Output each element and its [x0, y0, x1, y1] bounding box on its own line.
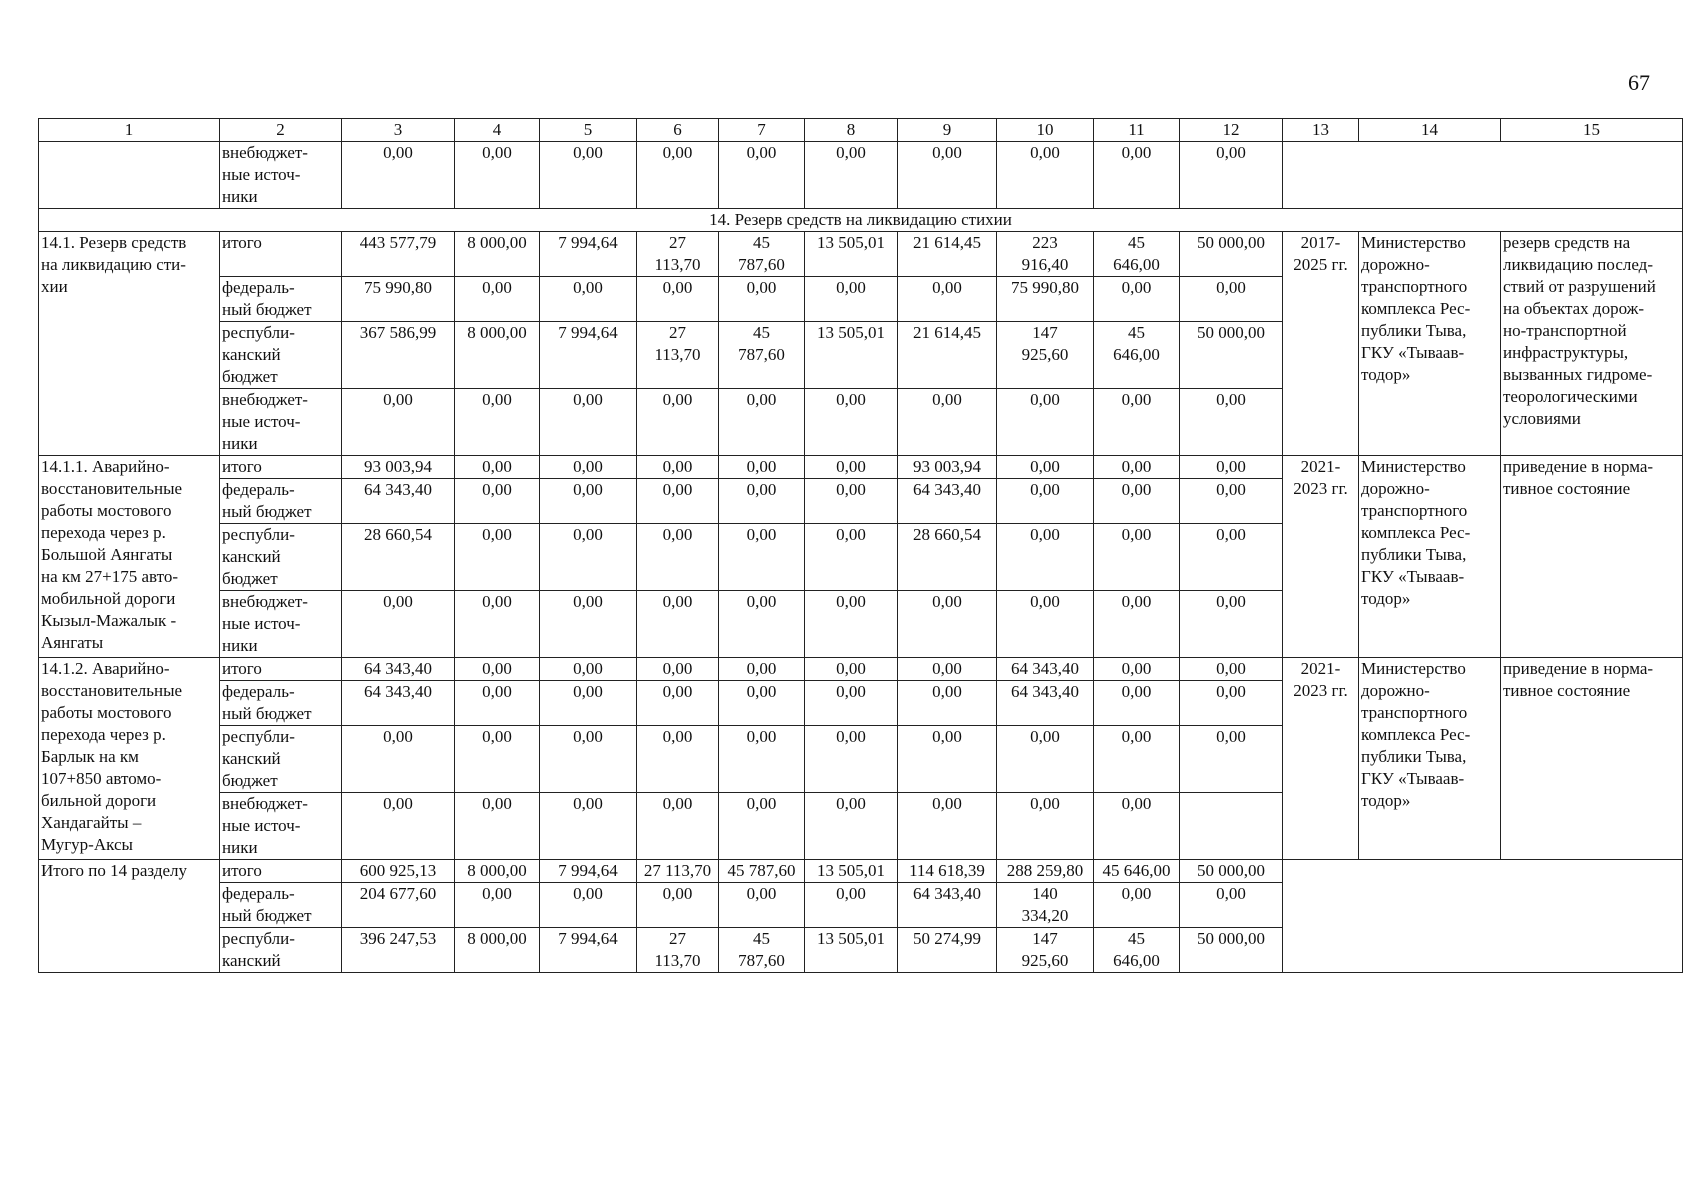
- value-cell: 0,00: [898, 591, 997, 658]
- funding-source-cell: федераль- ный бюджет: [220, 277, 342, 322]
- value-cell: 0,00: [1180, 658, 1283, 681]
- empty-cell: [1283, 142, 1683, 209]
- value-cell: 147 925,60: [997, 322, 1094, 389]
- value-cell: 13 505,01: [805, 322, 898, 389]
- value-cell: 0,00: [997, 479, 1094, 524]
- value-cell: 0,00: [805, 479, 898, 524]
- executor-cell: Министерство дорожно- транспортного комплекса Рес- публики Тыва, ГКУ «Тываав- тодор»: [1359, 232, 1501, 456]
- value-cell: 64 343,40: [997, 681, 1094, 726]
- value-cell: 0,00: [540, 524, 637, 591]
- table-row: [39, 232, 1683, 277]
- value-cell: 0,00: [1094, 793, 1180, 860]
- value-cell: 0,00: [719, 277, 805, 322]
- value-cell: 64 343,40: [342, 479, 455, 524]
- funding-source-cell: республи- канский бюджет: [220, 322, 342, 389]
- empty-cell: [1283, 860, 1683, 973]
- value-cell: 0,00: [1094, 883, 1180, 928]
- measure-name-cell: Итого по 14 разделу: [39, 860, 220, 973]
- value-cell: 0,00: [637, 591, 719, 658]
- value-cell: 13 505,01: [805, 928, 898, 973]
- value-cell: 0,00: [637, 479, 719, 524]
- value-cell: 45 787,60: [719, 322, 805, 389]
- value-cell: 0,00: [1180, 479, 1283, 524]
- value-cell: 0,00: [455, 658, 540, 681]
- value-cell: 0,00: [1180, 591, 1283, 658]
- value-cell: 45 787,60: [719, 232, 805, 277]
- value-cell: 0,00: [898, 726, 997, 793]
- value-cell: 0,00: [540, 479, 637, 524]
- column-number: 3: [342, 119, 455, 142]
- value-cell: 27 113,70: [637, 322, 719, 389]
- value-cell: 204 677,60: [342, 883, 455, 928]
- value-cell: 0,00: [455, 681, 540, 726]
- value-cell: 0,00: [805, 726, 898, 793]
- value-cell: 93 003,94: [342, 456, 455, 479]
- value-cell: 8 000,00: [455, 928, 540, 973]
- value-cell: 21 614,45: [898, 232, 997, 277]
- value-cell: 0,00: [540, 591, 637, 658]
- value-cell: 0,00: [540, 793, 637, 860]
- value-cell: 0,00: [1180, 524, 1283, 591]
- value-cell: 8 000,00: [455, 860, 540, 883]
- column-number: 9: [898, 119, 997, 142]
- value-cell: 0,00: [540, 883, 637, 928]
- measure-name-cell: 14.1.1. Аварийно- восстановительные работы мостового перехода через р. Большой Аянгаты на км 27+175 авто- мобильной дороги Кызыл-Мажалык - Аянгаты: [39, 456, 220, 658]
- value-cell: 0,00: [805, 658, 898, 681]
- value-cell: 223 916,40: [997, 232, 1094, 277]
- value-cell: 0,00: [805, 456, 898, 479]
- value-cell: 0,00: [898, 389, 997, 456]
- value-cell: 0,00: [719, 479, 805, 524]
- value-cell: 28 660,54: [898, 524, 997, 591]
- value-cell: 0,00: [342, 793, 455, 860]
- value-cell: 0,00: [540, 142, 637, 209]
- funding-source-cell: итого: [220, 456, 342, 479]
- value-cell: 13 505,01: [805, 232, 898, 277]
- value-cell: 600 925,13: [342, 860, 455, 883]
- table-row: [39, 658, 1683, 681]
- value-cell: 0,00: [1094, 524, 1180, 591]
- value-cell: 64 343,40: [342, 681, 455, 726]
- value-cell: 64 343,40: [898, 883, 997, 928]
- value-cell: 0,00: [637, 793, 719, 860]
- value-cell: 0,00: [1094, 456, 1180, 479]
- value-cell: [1180, 793, 1283, 860]
- value-cell: 0,00: [805, 389, 898, 456]
- value-cell: 0,00: [1094, 591, 1180, 658]
- value-cell: 0,00: [455, 389, 540, 456]
- column-number: 10: [997, 119, 1094, 142]
- funding-source-cell: федераль- ный бюджет: [220, 479, 342, 524]
- value-cell: 0,00: [637, 277, 719, 322]
- value-cell: 0,00: [719, 142, 805, 209]
- value-cell: 0,00: [719, 793, 805, 860]
- table-row: [39, 456, 1683, 479]
- budget-table: [38, 118, 1683, 973]
- value-cell: 8 000,00: [455, 322, 540, 389]
- funding-source-cell: внебюджет- ные источ- ники: [220, 142, 342, 209]
- value-cell: 0,00: [637, 658, 719, 681]
- section-title-row: [39, 209, 1683, 232]
- value-cell: 0,00: [1094, 681, 1180, 726]
- value-cell: 0,00: [805, 591, 898, 658]
- value-cell: 0,00: [1180, 456, 1283, 479]
- value-cell: 0,00: [637, 142, 719, 209]
- value-cell: 0,00: [637, 389, 719, 456]
- column-number: 4: [455, 119, 540, 142]
- value-cell: 0,00: [719, 681, 805, 726]
- column-number: 13: [1283, 119, 1359, 142]
- value-cell: 0,00: [455, 726, 540, 793]
- value-cell: 0,00: [997, 793, 1094, 860]
- executor-cell: Министерство дорожно- транспортного комплекса Рес- публики Тыва, ГКУ «Тываав- тодор»: [1359, 456, 1501, 658]
- value-cell: 93 003,94: [898, 456, 997, 479]
- value-cell: 0,00: [540, 658, 637, 681]
- value-cell: 0,00: [637, 883, 719, 928]
- value-cell: 0,00: [997, 591, 1094, 658]
- funding-source-cell: итого: [220, 658, 342, 681]
- value-cell: 0,00: [1180, 142, 1283, 209]
- funding-source-cell: внебюджет- ные источ- ники: [220, 389, 342, 456]
- value-cell: 0,00: [455, 591, 540, 658]
- value-cell: 7 994,64: [540, 928, 637, 973]
- value-cell: 0,00: [455, 142, 540, 209]
- value-cell: 0,00: [1094, 277, 1180, 322]
- value-cell: 50 274,99: [898, 928, 997, 973]
- value-cell: 288 259,80: [997, 860, 1094, 883]
- value-cell: 8 000,00: [455, 232, 540, 277]
- value-cell: 45 646,00: [1094, 232, 1180, 277]
- funding-source-cell: федераль- ный бюджет: [220, 883, 342, 928]
- value-cell: 21 614,45: [898, 322, 997, 389]
- value-cell: 27 113,70: [637, 232, 719, 277]
- value-cell: 0,00: [997, 389, 1094, 456]
- value-cell: 0,00: [540, 389, 637, 456]
- value-cell: 0,00: [997, 524, 1094, 591]
- value-cell: 0,00: [455, 456, 540, 479]
- value-cell: 7 994,64: [540, 232, 637, 277]
- column-number: 7: [719, 119, 805, 142]
- value-cell: 64 343,40: [342, 658, 455, 681]
- value-cell: 0,00: [540, 726, 637, 793]
- value-cell: 0,00: [719, 726, 805, 793]
- value-cell: 0,00: [719, 883, 805, 928]
- value-cell: 140 334,20: [997, 883, 1094, 928]
- value-cell: 0,00: [455, 524, 540, 591]
- value-cell: 0,00: [805, 883, 898, 928]
- value-cell: 45 787,60: [719, 860, 805, 883]
- value-cell: 45 787,60: [719, 928, 805, 973]
- expected-result-cell: резерв средств на ликвидацию послед- ствий от разрушений на объектах дорож- но-транспортной инфраструктуры, вызванных гидроме- теорологическими условиями: [1501, 232, 1683, 456]
- column-number: 2: [220, 119, 342, 142]
- value-cell: 0,00: [342, 142, 455, 209]
- value-cell: 75 990,80: [342, 277, 455, 322]
- funding-source-cell: республи- канский бюджет: [220, 524, 342, 591]
- funding-source-cell: итого: [220, 232, 342, 277]
- value-cell: 0,00: [805, 277, 898, 322]
- value-cell: 0,00: [719, 591, 805, 658]
- value-cell: 28 660,54: [342, 524, 455, 591]
- expected-result-cell: приведение в норма- тивное состояние: [1501, 456, 1683, 658]
- value-cell: 7 994,64: [540, 322, 637, 389]
- value-cell: 0,00: [540, 277, 637, 322]
- value-cell: 0,00: [805, 142, 898, 209]
- value-cell: 0,00: [1094, 726, 1180, 793]
- value-cell: 0,00: [1094, 142, 1180, 209]
- table-row: [39, 142, 1683, 209]
- value-cell: 64 343,40: [898, 479, 997, 524]
- value-cell: 0,00: [719, 524, 805, 591]
- funding-source-cell: итого: [220, 860, 342, 883]
- page-number: 67: [1628, 70, 1650, 95]
- value-cell: 45 646,00: [1094, 928, 1180, 973]
- value-cell: 0,00: [342, 591, 455, 658]
- value-cell: 0,00: [805, 793, 898, 860]
- name-cell: [39, 142, 220, 209]
- value-cell: 64 343,40: [997, 658, 1094, 681]
- value-cell: 50 000,00: [1180, 322, 1283, 389]
- value-cell: 0,00: [997, 456, 1094, 479]
- expected-result-cell: приведение в норма- тивное состояние: [1501, 658, 1683, 860]
- value-cell: 0,00: [997, 142, 1094, 209]
- value-cell: 0,00: [455, 277, 540, 322]
- value-cell: 0,00: [342, 389, 455, 456]
- column-number: 5: [540, 119, 637, 142]
- value-cell: 367 586,99: [342, 322, 455, 389]
- table-blocks: [39, 232, 1683, 973]
- period-cell: 2021- 2023 гг.: [1283, 658, 1359, 860]
- value-cell: 0,00: [1094, 389, 1180, 456]
- value-cell: 0,00: [898, 681, 997, 726]
- value-cell: 50 000,00: [1180, 232, 1283, 277]
- funding-source-cell: внебюджет- ные источ- ники: [220, 591, 342, 658]
- value-cell: 147 925,60: [997, 928, 1094, 973]
- value-cell: 13 505,01: [805, 860, 898, 883]
- column-number: 1: [39, 119, 220, 142]
- value-cell: 27 113,70: [637, 928, 719, 973]
- measure-name-cell: 14.1.2. Аварийно- восстановительные работы мостового перехода через р. Барлык на км 107+850 автомо- бильной дороги Хандагайты – Мугур-Аксы: [39, 658, 220, 860]
- value-cell: 75 990,80: [997, 277, 1094, 322]
- column-number: 8: [805, 119, 898, 142]
- period-cell: 2017- 2025 гг.: [1283, 232, 1359, 456]
- value-cell: 0,00: [898, 142, 997, 209]
- value-cell: 27 113,70: [637, 860, 719, 883]
- measure-name-cell: 14.1. Резерв средств на ликвидацию сти- хии: [39, 232, 220, 456]
- value-cell: 0,00: [805, 681, 898, 726]
- value-cell: 0,00: [637, 681, 719, 726]
- funding-source-cell: республи- канский: [220, 928, 342, 973]
- value-cell: 0,00: [805, 524, 898, 591]
- value-cell: 45 646,00: [1094, 322, 1180, 389]
- value-cell: 7 994,64: [540, 860, 637, 883]
- value-cell: 0,00: [455, 883, 540, 928]
- column-number-row: [39, 119, 1683, 142]
- value-cell: 0,00: [719, 456, 805, 479]
- column-number: 6: [637, 119, 719, 142]
- value-cell: 0,00: [455, 479, 540, 524]
- table-row: [39, 860, 1683, 883]
- value-cell: 0,00: [719, 389, 805, 456]
- column-number: 15: [1501, 119, 1683, 142]
- value-cell: 443 577,79: [342, 232, 455, 277]
- value-cell: 0,00: [1180, 681, 1283, 726]
- value-cell: 0,00: [1094, 658, 1180, 681]
- value-cell: 0,00: [637, 456, 719, 479]
- value-cell: 0,00: [898, 277, 997, 322]
- value-cell: 0,00: [1180, 726, 1283, 793]
- value-cell: 0,00: [719, 658, 805, 681]
- value-cell: 0,00: [898, 793, 997, 860]
- value-cell: 0,00: [997, 726, 1094, 793]
- value-cell: 0,00: [455, 793, 540, 860]
- funding-source-cell: республи- канский бюджет: [220, 726, 342, 793]
- period-cell: 2021- 2023 гг.: [1283, 456, 1359, 658]
- value-cell: 0,00: [540, 456, 637, 479]
- value-cell: 0,00: [1180, 389, 1283, 456]
- value-cell: 0,00: [898, 658, 997, 681]
- executor-cell: Министерство дорожно- транспортного комплекса Рес- публики Тыва, ГКУ «Тываав- тодор»: [1359, 658, 1501, 860]
- value-cell: 396 247,53: [342, 928, 455, 973]
- value-cell: 0,00: [637, 726, 719, 793]
- column-number: 11: [1094, 119, 1180, 142]
- value-cell: 45 646,00: [1094, 860, 1180, 883]
- value-cell: 114 618,39: [898, 860, 997, 883]
- funding-source-cell: внебюджет- ные источ- ники: [220, 793, 342, 860]
- section-title: 14. Резерв средств на ликвидацию стихии: [39, 209, 1683, 232]
- funding-source-cell: федераль- ный бюджет: [220, 681, 342, 726]
- column-number: 12: [1180, 119, 1283, 142]
- value-cell: 0,00: [637, 524, 719, 591]
- value-cell: 0,00: [342, 726, 455, 793]
- value-cell: 50 000,00: [1180, 860, 1283, 883]
- value-cell: 0,00: [1180, 277, 1283, 322]
- column-number: 14: [1359, 119, 1501, 142]
- value-cell: 0,00: [1180, 883, 1283, 928]
- value-cell: 0,00: [1094, 479, 1180, 524]
- value-cell: 50 000,00: [1180, 928, 1283, 973]
- value-cell: 0,00: [540, 681, 637, 726]
